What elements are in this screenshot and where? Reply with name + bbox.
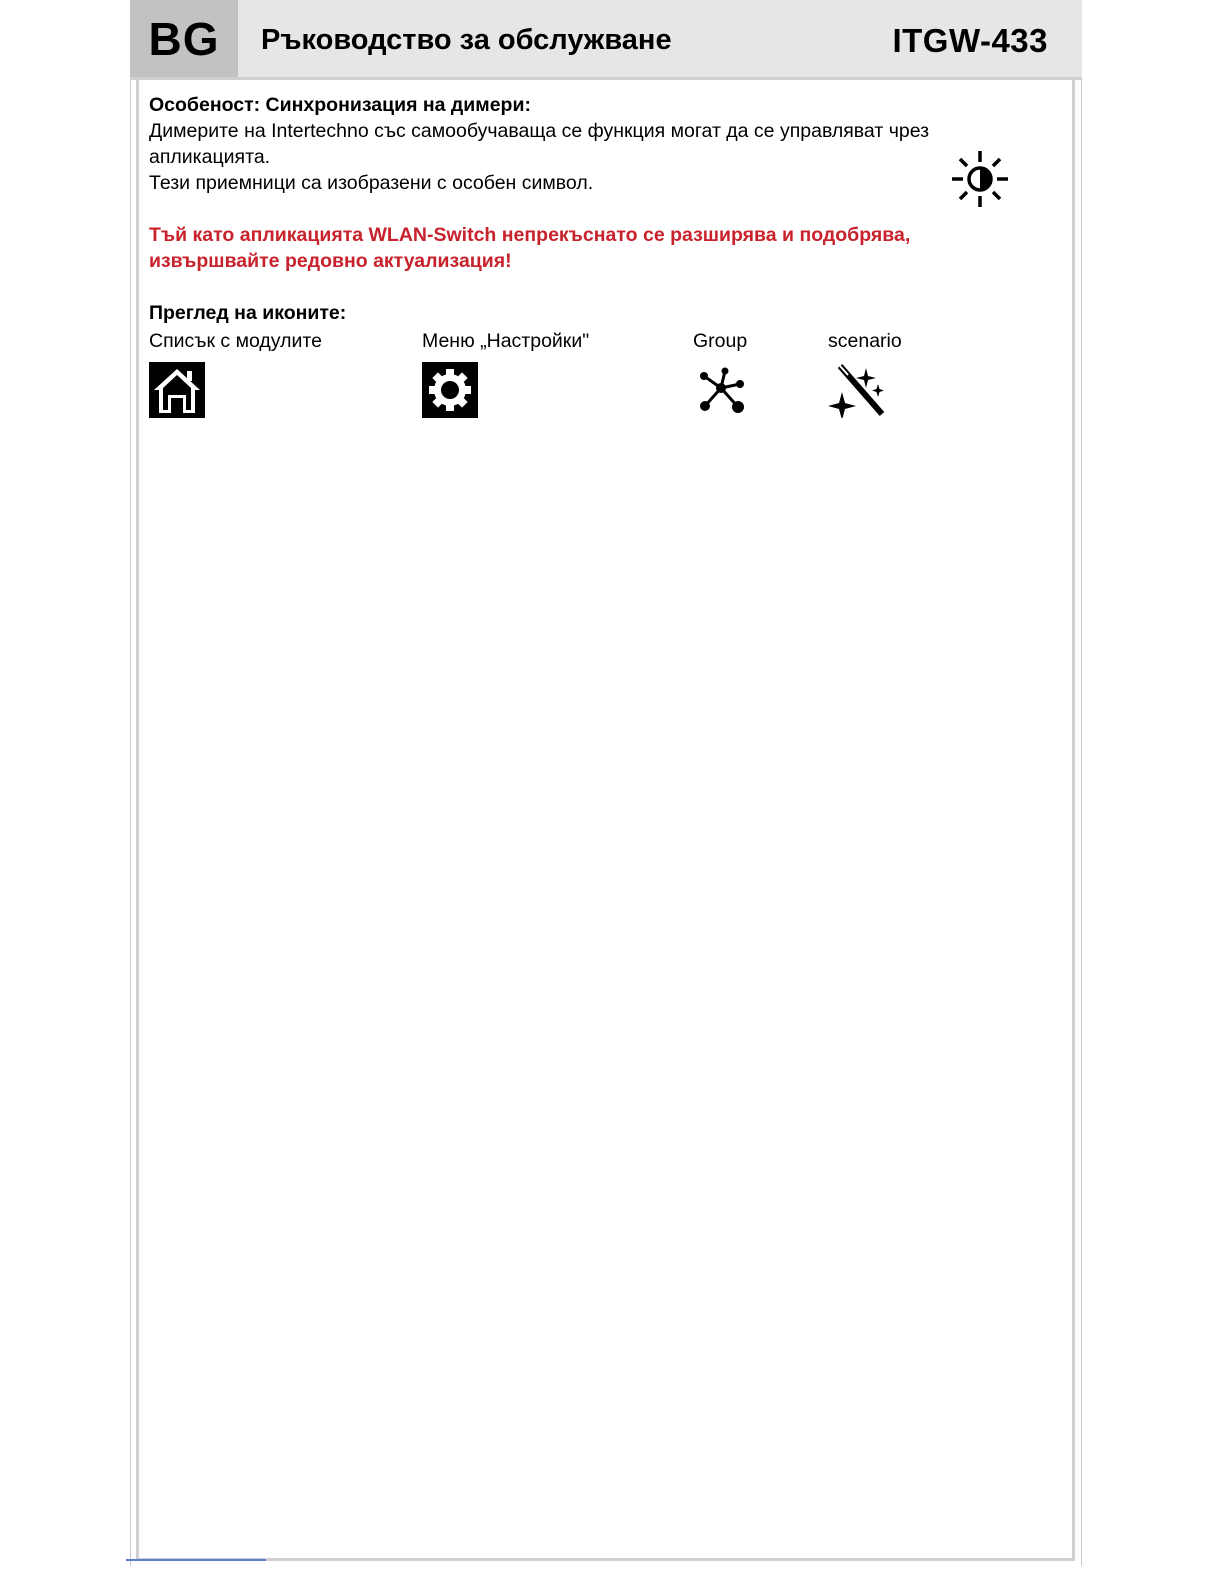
icon-entry-group: [693, 328, 749, 418]
document-title: Ръководство за обслужване: [261, 24, 672, 56]
home-icon: [149, 362, 205, 418]
icon-overview: [149, 300, 1029, 326]
feature-section: [149, 92, 1029, 196]
dimmer-sun-icon: [951, 150, 1009, 208]
footer-link-underline: [126, 1559, 266, 1561]
module-list-label: Списък с модулите: [149, 330, 322, 352]
page-header: [130, 0, 1082, 80]
group-icon: [693, 362, 749, 418]
feature-heading: Особеност: Синхронизация на димери:: [149, 94, 531, 116]
icon-entry-settings-menu: [422, 328, 589, 418]
group-label: Group: [693, 330, 748, 352]
overview-heading: Преглед на иконите:: [149, 302, 347, 324]
gear-icon: [422, 362, 478, 418]
icon-entry-scenario: [828, 328, 902, 418]
warning-line-1: Тъй като апликацията WLAN-Switch непрекъснато се разширява и подобрява,: [149, 224, 911, 246]
warning-line-2: извършвайте редовно актуализация!: [149, 250, 512, 272]
settings-menu-label: Меню „Настройки": [422, 330, 590, 352]
scenario-label: scenario: [828, 330, 902, 352]
feature-text-line-2: апликацията.: [149, 146, 271, 168]
icon-entry-module-list: [149, 328, 322, 418]
language-code: BG: [130, 0, 238, 77]
feature-text-line-1: Димерите на Intertechno със самообучаваща се функция могат да се управляват чрез: [149, 120, 930, 142]
magic-wand-icon: [828, 362, 888, 418]
main-content: [149, 92, 1029, 326]
model-number: ITGW-433: [892, 22, 1048, 59]
feature-text-line-3: Тези приемници са изобразени с особен символ.: [149, 172, 594, 194]
update-warning: [149, 222, 1029, 274]
